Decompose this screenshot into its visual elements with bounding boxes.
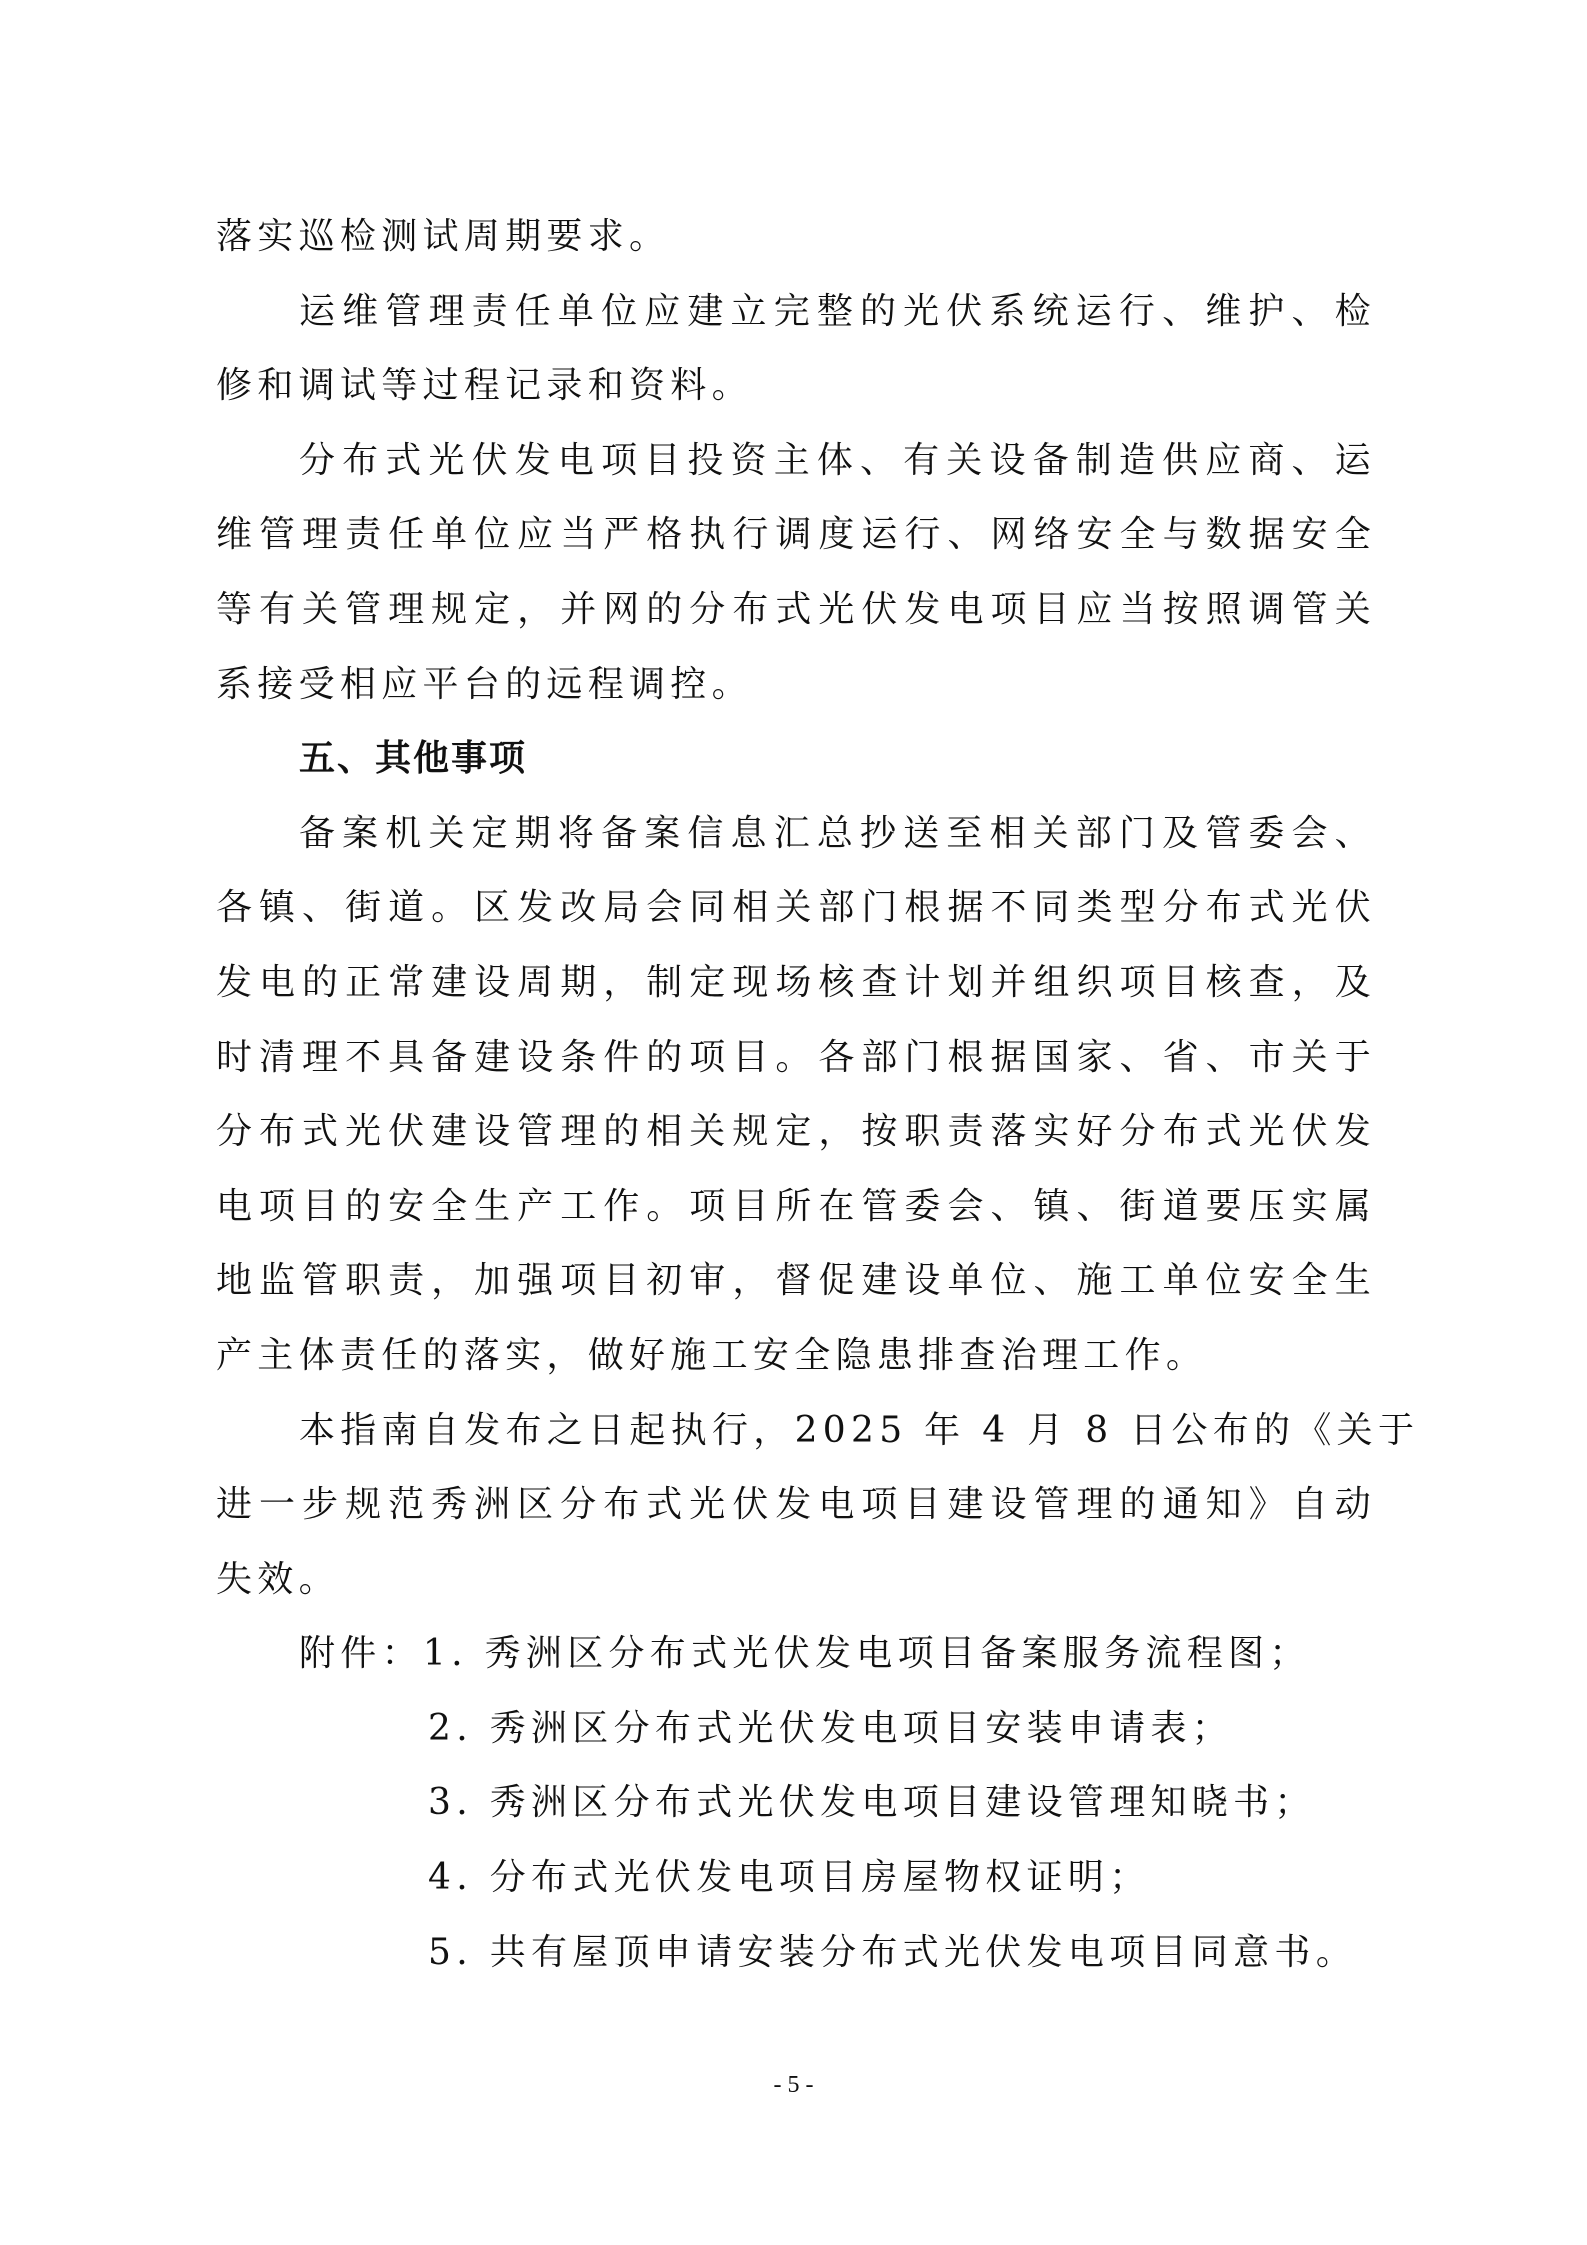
paragraph-line: 系接受相应平台的远程调控。	[216, 663, 753, 705]
paragraph-line: 本指南自发布之日起执行，2025 年 4 月 8 日公布的《关于	[299, 1409, 1420, 1451]
paragraph-line: 等有关管理规定，并网的分布式光伏发电项目应当按照调管关	[216, 588, 1376, 630]
paragraph-line: 地监管职责，加强项目初审，督促建设单位、施工单位安全生	[216, 1260, 1376, 1302]
paragraph-line: 失效。	[216, 1558, 340, 1600]
paragraph-line: 进一步规范秀洲区分布式光伏发电项目建设管理的通知》自动	[216, 1484, 1376, 1526]
attachment-item: 4. 分布式光伏发电项目房屋物权证明；	[428, 1857, 1151, 1899]
paragraph-line: 落实巡检测试周期要求。	[216, 216, 671, 257]
attachment-label: 附件：	[299, 1633, 423, 1675]
paragraph-line: 各镇、街道。区发改局会同相关部门根据不同类型分布式光伏	[216, 887, 1376, 929]
paragraph-line: 发电的正常建设周期，制定现场核查计划并组织项目核查，及	[216, 961, 1376, 1003]
paragraph-line: 分布式光伏发电项目投资主体、有关设备制造供应商、运	[299, 439, 1376, 481]
page-number: - 5 -	[773, 2072, 814, 2098]
paragraph-line: 时清理不具备建设条件的项目。各部门根据国家、省、市关于	[216, 1036, 1376, 1078]
paragraph-line: 维管理责任单位应当严格执行调度运行、网络安全与数据安全	[216, 514, 1376, 556]
attachment-item-text: 1. 秀洲区分布式光伏发电项目备案服务流程图；	[422, 1633, 1311, 1675]
paragraph-line: 分布式光伏建设管理的相关规定，按职责落实好分布式光伏发	[216, 1111, 1376, 1153]
document-body	[216, 200, 1420, 1990]
paragraph-line: 修和调试等过程记录和资料。	[216, 365, 753, 407]
attachment-item: 3. 秀洲区分布式光伏发电项目建设管理知晓书；	[428, 1782, 1316, 1824]
paragraph-line: 产主体责任的落实，做好施工安全隐患排查治理工作。	[216, 1334, 1208, 1376]
attachment-item: 5. 共有屋顶申请安装分布式光伏发电项目同意书。	[428, 1931, 1357, 1973]
attachment-item: 2. 秀洲区分布式光伏发电项目安装申请表；	[428, 1707, 1234, 1749]
paragraph-line: 备案机关定期将备案信息汇总抄送至相关部门及管委会、	[299, 812, 1376, 854]
paragraph-line: 运维管理责任单位应建立完整的光伏系统运行、维护、检	[299, 290, 1376, 332]
paragraph-line: 电项目的安全生产工作。项目所在管委会、镇、街道要压实属	[216, 1185, 1376, 1227]
attachment-item	[216, 1617, 1376, 1692]
section-heading: 五、其他事项	[299, 738, 528, 780]
